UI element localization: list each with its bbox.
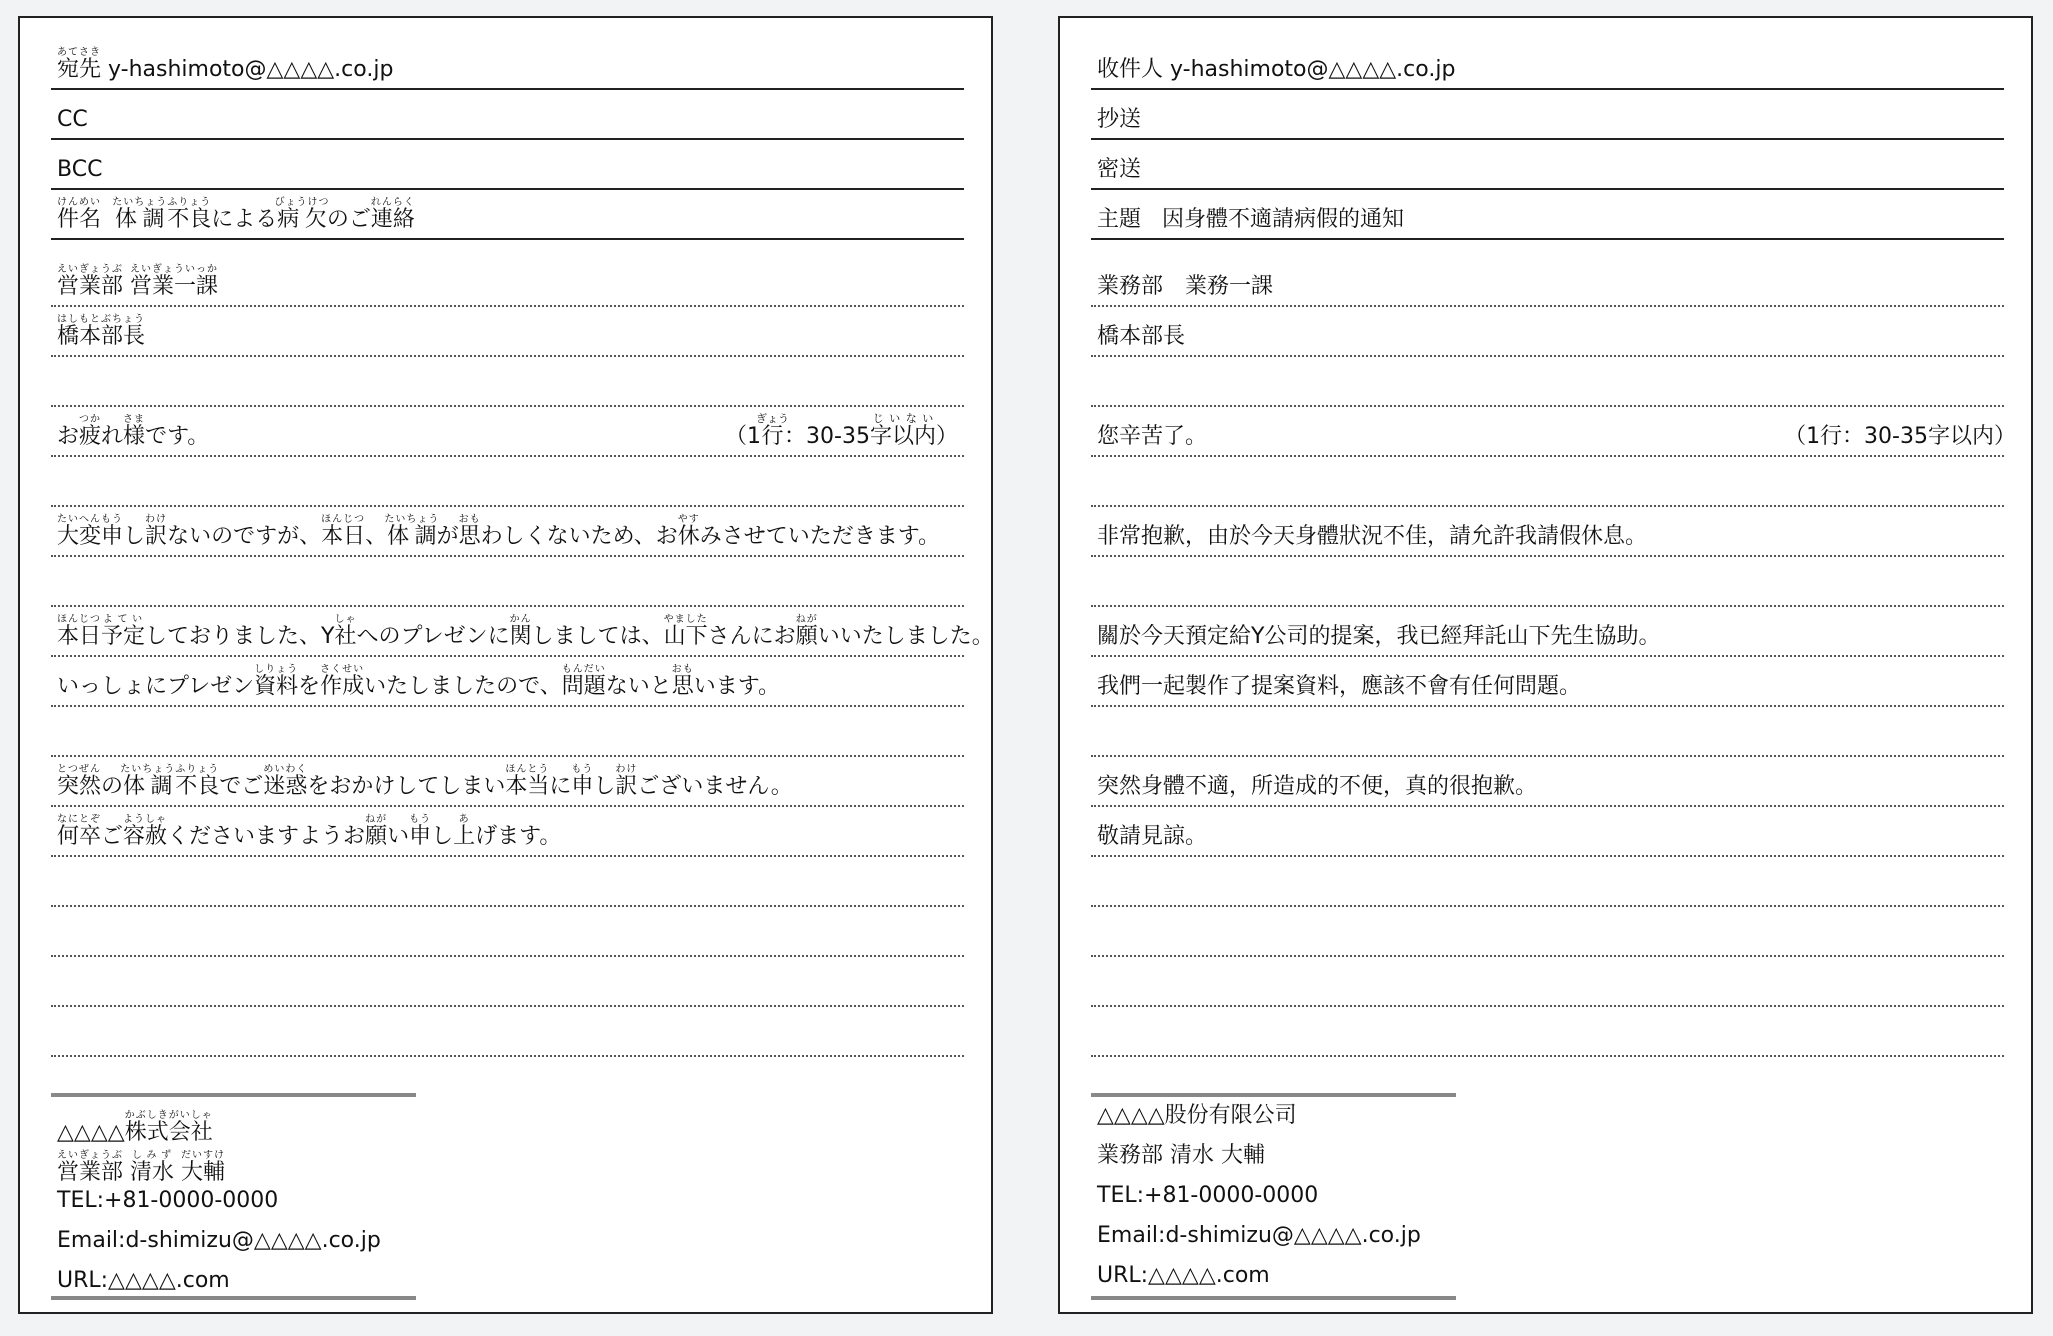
signature-tel: TEL:+81-0000-0000	[1097, 1183, 1319, 1208]
to-value: y-hashimoto@△△△△.co.jp	[1170, 57, 1456, 82]
body-line-10	[1091, 705, 2004, 757]
body-line-11: 突然身體不適，所造成的不便，真的很抱歉。	[1091, 755, 2004, 807]
body-line-2: 橋本部長はしもとぶちょう	[51, 305, 964, 357]
signature-url: URL:△△△△.com	[57, 1268, 230, 1293]
signature-bottom-rule	[51, 1296, 416, 1300]
bcc-label: 密送	[1097, 157, 1142, 182]
signature-top-rule	[1091, 1093, 1456, 1097]
body-line-1: 業務部 業務一課	[1091, 255, 2004, 307]
body-line-11: 突然とつぜんの体調たいちょう不良ふりょうでご迷惑めいわくをおかけしてしまい本当ほんとうに申もうし訳わけございません。	[51, 755, 964, 807]
body-line-1: 営業部えいぎょうぶ 営業一課えいぎょういっか	[51, 255, 964, 307]
subject-row	[51, 188, 964, 240]
subject-label: 主題	[1097, 207, 1142, 232]
line-length-note: （1行：30-35字以内）	[1784, 424, 2016, 449]
signature-tel: TEL:+81-0000-0000	[57, 1188, 279, 1213]
body-line-8: 關於今天預定給Y公司的提案，我已經拜託山下先生協助。	[1091, 605, 2004, 657]
subject-value: 因身體不適請病假的通知	[1162, 207, 1405, 232]
signature-email: Email:d-shimizu@△△△△.co.jp	[57, 1228, 381, 1253]
line-length-note: （1行ぎょう：30-35字以内じいない）	[725, 412, 958, 449]
signature-top-rule	[51, 1093, 416, 1097]
chinese-email-sheet	[1058, 16, 2033, 1314]
to-row	[1091, 38, 2004, 90]
bcc-row	[51, 138, 964, 190]
body-line-7	[1091, 555, 2004, 607]
signature-url: URL:△△△△.com	[1097, 1263, 1270, 1288]
body-line-14	[1091, 905, 2004, 957]
body-line-12: 何卒なにとぞご容赦ようしゃくださいますようお願ねがい申もうし上あげます。	[51, 805, 964, 857]
body-line-5	[51, 455, 964, 507]
japanese-email-sheet	[18, 16, 993, 1314]
body-line-6: 大変たいへん申もうし訳わけないのですが、本日ほんじつ、体調たいちょうが思おもわしくないため、お休やすみさせていただきます。	[51, 505, 964, 557]
bcc-label: BCC	[57, 157, 103, 182]
body-line-12: 敬請見諒。	[1091, 805, 2004, 857]
body-line-13	[51, 855, 964, 907]
body-line-7	[51, 555, 964, 607]
cc-row	[51, 88, 964, 140]
cc-label: 抄送	[1097, 107, 1142, 132]
body-line-15	[1091, 955, 2004, 1007]
subject-value: 体調たいちょう不良ふりょうによる病欠びょうけつのご連絡れんらく	[112, 197, 415, 232]
body-line-5	[1091, 455, 2004, 507]
signature-company: △△△△株式会社かぶしきがいしゃ	[57, 1110, 213, 1145]
cc-label: CC	[57, 107, 88, 132]
bcc-row	[1091, 138, 2004, 190]
body-line-16	[1091, 1005, 2004, 1057]
body-line-3	[1091, 355, 2004, 407]
subject-label: 件名けんめい	[57, 197, 102, 232]
body-line-6: 非常抱歉，由於今天身體狀況不佳，請允許我請假休息。	[1091, 505, 2004, 557]
body-line-9: 我們一起製作了提案資料，應該不會有任何問題。	[1091, 655, 2004, 707]
body-line-4: お疲つかれ様さまです。 （1行ぎょう：30-35字以内じいない）	[51, 405, 964, 457]
body-line-4: 您辛苦了。 （1行：30-35字以内）	[1091, 405, 2004, 457]
signature-name: 営業部えいぎょうぶ 清水しみず 大輔だいすけ	[57, 1150, 226, 1185]
signature-name: 業務部 清水 大輔	[1097, 1143, 1265, 1168]
signature-email: Email:d-shimizu@△△△△.co.jp	[1097, 1223, 1421, 1248]
body-line-3	[51, 355, 964, 407]
to-row	[51, 38, 964, 90]
body-line-2: 橋本部長	[1091, 305, 2004, 357]
body-line-9: いっしょにプレゼン資料しりょうを作成さくせいいたしましたので、問題もんだいないと思おもいます。	[51, 655, 964, 707]
to-label: 宛先あてさき	[57, 47, 102, 82]
body-line-16	[51, 1005, 964, 1057]
body-line-13	[1091, 855, 2004, 907]
signature-company: △△△△股份有限公司	[1097, 1103, 1297, 1128]
body-line-14	[51, 905, 964, 957]
subject-row	[1091, 188, 2004, 240]
signature-bottom-rule	[1091, 1296, 1456, 1300]
cc-row	[1091, 88, 2004, 140]
body-line-8: 本日ほんじつ予定よていしておりました、Y社しゃへのプレゼンに関かんしましては、山下やましたさんにお願ねがいいたしました。	[51, 605, 964, 657]
to-label: 收件人	[1097, 57, 1164, 82]
body-line-15	[51, 955, 964, 1007]
body-line-10	[51, 705, 964, 757]
to-value: y-hashimoto@△△△△.co.jp	[108, 57, 394, 82]
